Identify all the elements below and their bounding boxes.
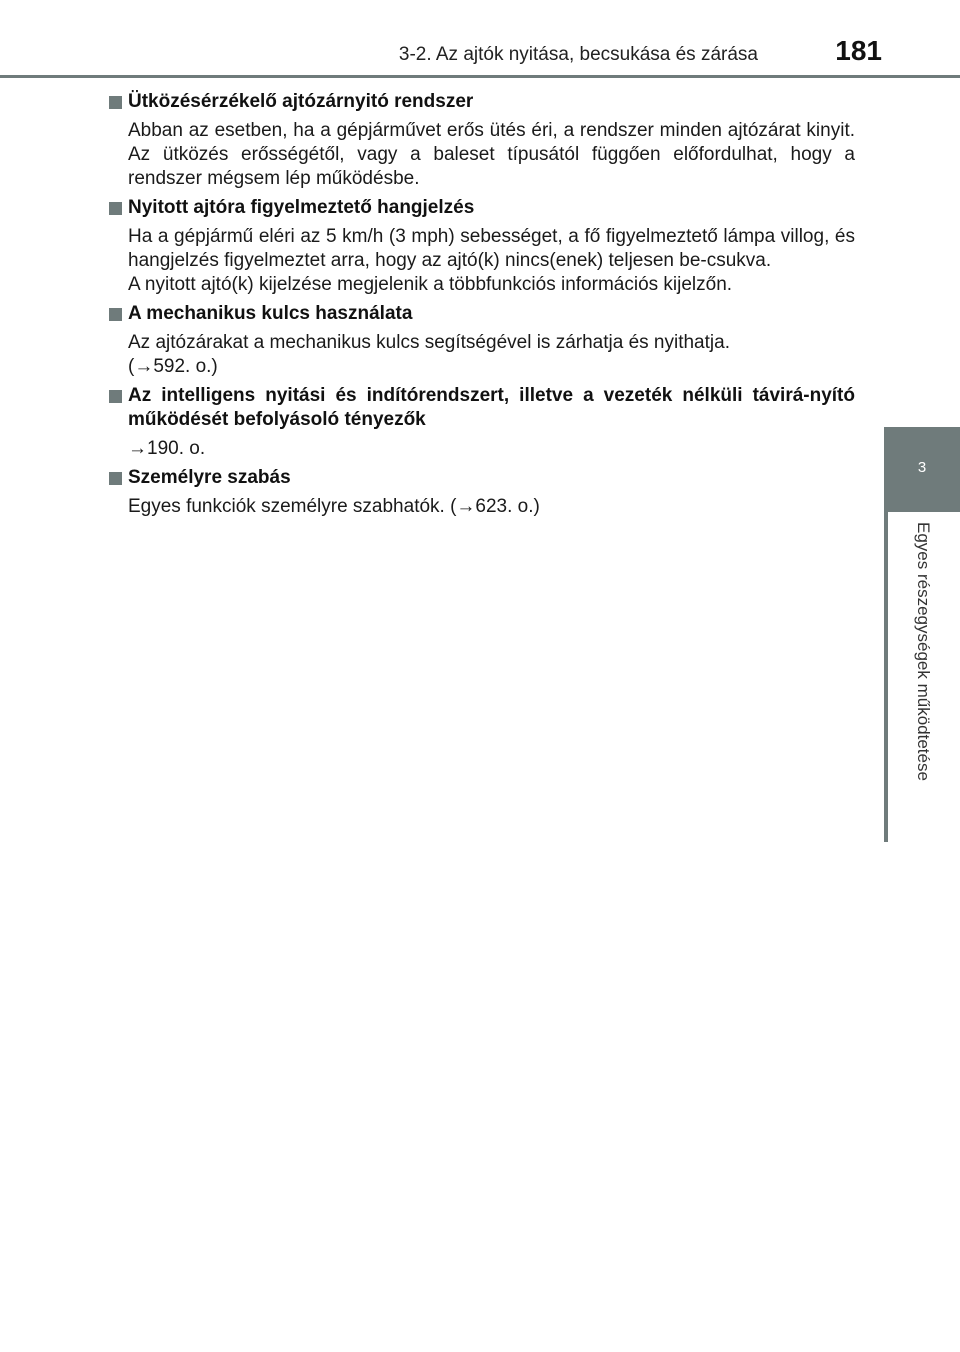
page-content xyxy=(109,90,855,524)
section-open-door-warning xyxy=(109,196,855,297)
section-heading xyxy=(109,90,855,114)
paragraph: Egyes funkciók személyre szabhatók. (→623. o.) xyxy=(128,496,540,517)
page-header xyxy=(0,0,960,78)
section-heading-text: Az intelligens nyitási és indítórendszert, illetve a vezeték nélküli távirá-nyító működését befolyásoló tényezők xyxy=(128,385,855,430)
section-heading-text: A mechanikus kulcs használata xyxy=(128,303,413,324)
paragraph: Az ajtózárakat a mechanikus kulcs segítségével is zárhatja és nyithatja. xyxy=(128,332,730,353)
header-divider xyxy=(0,75,960,78)
square-bullet-icon xyxy=(109,202,122,215)
square-bullet-icon xyxy=(109,390,122,403)
page-number: 181 xyxy=(835,35,882,66)
chapter-tab-label: Egyes részegységek működtetése xyxy=(914,522,933,781)
section-heading-text: Ütközésérzékelő ajtózárnyitó rendszer xyxy=(128,91,474,112)
page-reference: (→592. o.) xyxy=(128,356,218,377)
paragraph: Ha a gépjármű eléri az 5 km/h (3 mph) sebességet, a fő figyelmeztető lámpa villog, és hangjelzés figyelmeztet arra, hogy az ajtó(k) nincs(enek) teljesen be-csukva. xyxy=(128,226,855,271)
section-customization xyxy=(109,466,855,519)
section-heading xyxy=(109,466,855,490)
section-heading xyxy=(109,384,855,432)
chapter-title: 3-2. Az ajtók nyitása, becsukása és zárása xyxy=(398,44,758,65)
section-heading-text: Nyitott ajtóra figyelmeztető hangjelzés xyxy=(128,197,475,218)
chapter-tab-number: 3 xyxy=(884,427,960,508)
section-smart-entry-factors xyxy=(109,384,855,461)
section-heading-text: Személyre szabás xyxy=(128,467,291,488)
square-bullet-icon xyxy=(109,308,122,321)
section-heading xyxy=(109,302,855,326)
section-mechanical-key xyxy=(109,302,855,379)
page-reference: →190. o. xyxy=(128,438,206,459)
section-crash-unlock xyxy=(109,90,855,191)
square-bullet-icon xyxy=(109,96,122,109)
paragraph: Abban az esetben, ha a gépjárművet erős ütés éri, a rendszer minden ajtózárat kinyit. Az ütközés erősségétől, vagy a baleset típusától függően előfordulhat, hogy a rendszer mégsem lép működésbe. xyxy=(128,120,855,189)
section-heading xyxy=(109,196,855,220)
paragraph: A nyitott ajtó(k) kijelzése megjelenik a többfunkciós információs kijelzőn. xyxy=(128,274,733,295)
square-bullet-icon xyxy=(109,472,122,485)
